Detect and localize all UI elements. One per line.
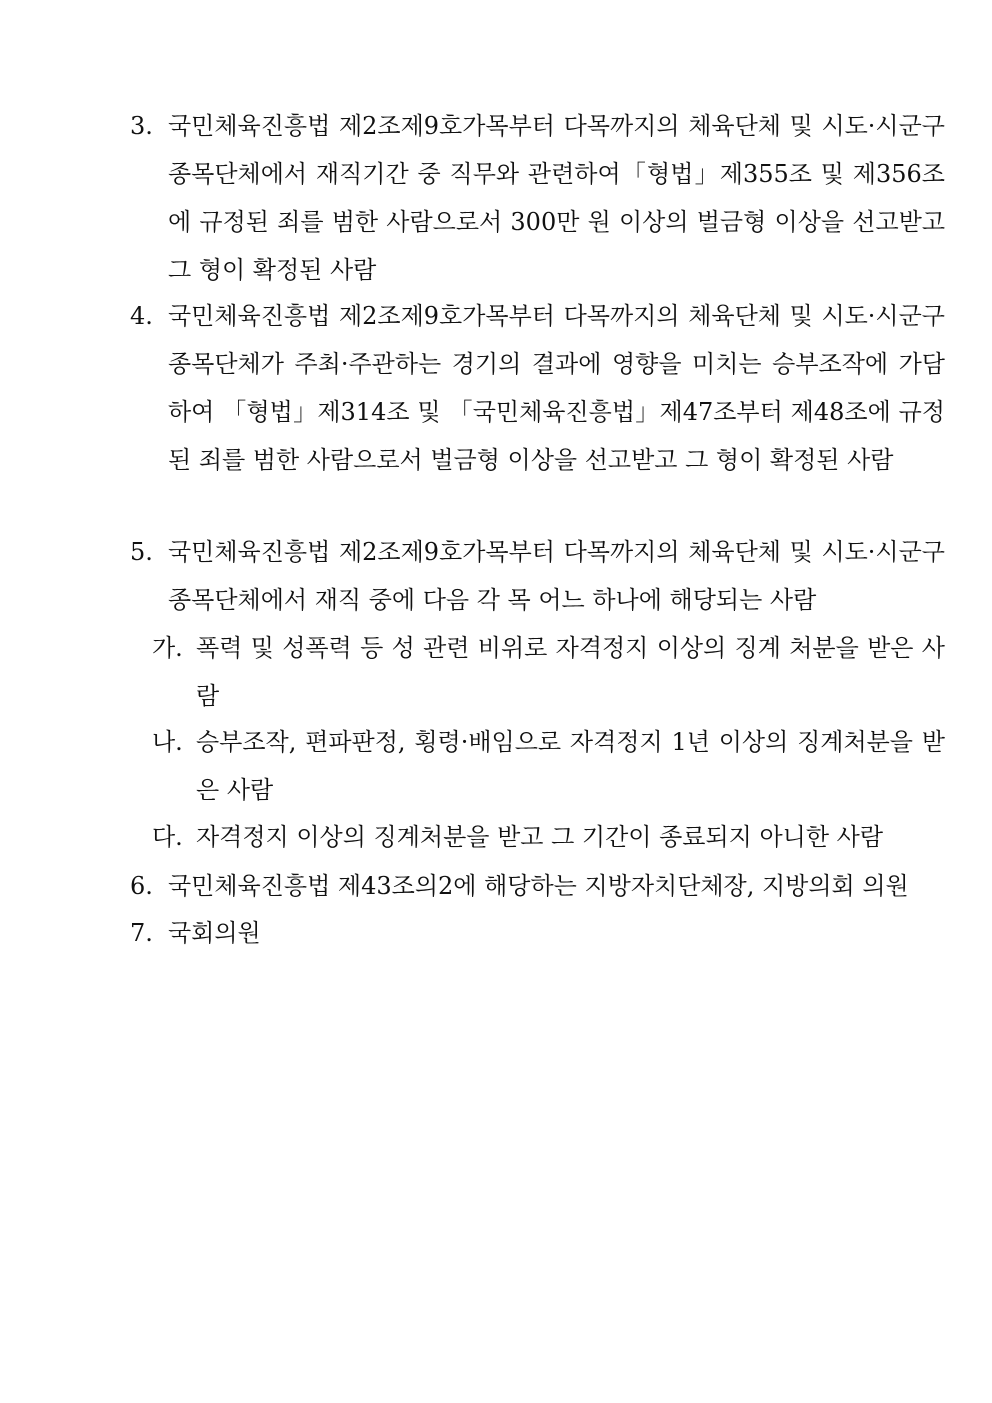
- sub-item-number: 다.: [152, 823, 183, 851]
- sub-item-number: 나.: [152, 728, 183, 756]
- sub-item-ga: [152, 624, 945, 720]
- sub-item-text: 승부조작, 편파판정, 횡령·배임으로 자격정지 1년 이상의 징계처분을 받은 사람: [196, 728, 945, 804]
- sub-item-text: 폭력 및 성폭력 등 성 관련 비위로 자격정지 이상의 징계 처분을 받은 사람: [196, 634, 945, 710]
- item-number: 5.: [130, 538, 153, 566]
- item-number: 6.: [130, 872, 153, 900]
- item-text: 국민체육진흥법 제2조제9호가목부터 다목까지의 체육단체 및 시도·시군구 종목단체가 주최·주관하는 경기의 결과에 영향을 미치는 승부조작에 가담하여 「형법」제314조 및 「국민체육진흥법」제47조부터 제48조에 규정된 죄를 범한 사람으로서 벌금형 이상을 선고받고 그 형이 확정된 사람: [168, 302, 945, 474]
- list-item-5: [130, 528, 945, 624]
- list-item-6: [130, 862, 945, 910]
- sub-item-number: 가.: [152, 634, 183, 662]
- list-item-4: [130, 292, 945, 484]
- item-text: 국민체육진흥법 제43조의2에 해당하는 지방자치단체장, 지방의회 의원: [168, 872, 909, 900]
- item-text: 국민체육진흥법 제2조제9호가목부터 다목까지의 체육단체 및 시도·시군구 종목단체에서 재직기간 중 직무와 관련하여「형법」제355조 및 제356조에 규정된 죄를 범한 사람으로서 300만 원 이상의 벌금형 이상을 선고받고 그 형이 확정된 사람: [168, 112, 945, 284]
- sub-item-na: [152, 718, 945, 814]
- item-number: 4.: [130, 302, 153, 330]
- item-number: 3.: [130, 112, 153, 140]
- sub-item-da: [152, 813, 945, 861]
- item-number: 7.: [130, 919, 153, 947]
- item-text: 국민체육진흥법 제2조제9호가목부터 다목까지의 체육단체 및 시도·시군구 종목단체에서 재직 중에 다음 각 목 어느 하나에 해당되는 사람: [168, 538, 945, 614]
- list-item-7: [130, 909, 945, 957]
- list-item-3: [130, 102, 945, 294]
- item-text: 국회의원: [168, 919, 261, 947]
- sub-item-text: 자격정지 이상의 징계처분을 받고 그 기간이 종료되지 아니한 사람: [196, 823, 883, 851]
